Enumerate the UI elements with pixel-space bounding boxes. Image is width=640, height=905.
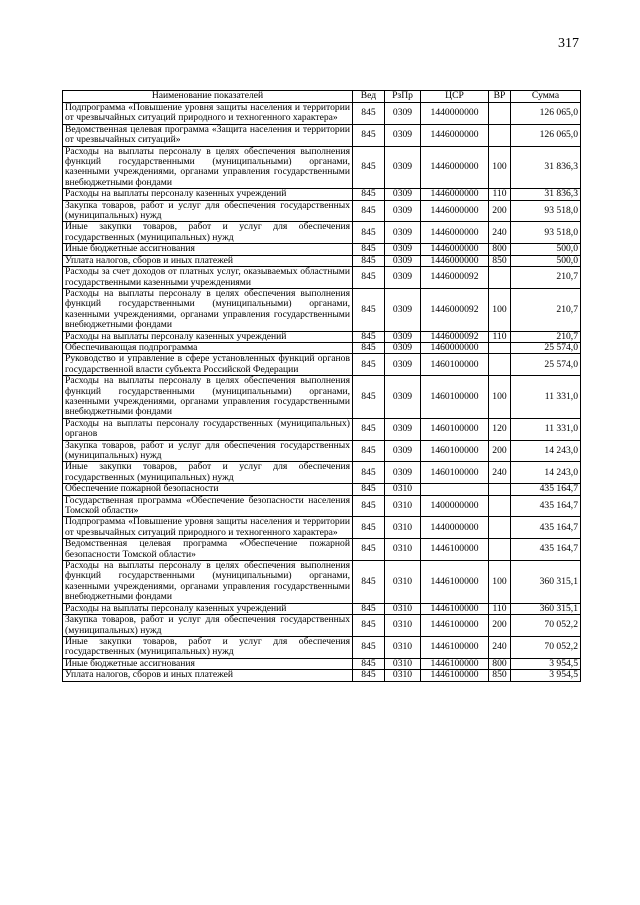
cell-sum: 70 052,2 — [511, 636, 581, 658]
cell-rzpr: 0310 — [385, 670, 421, 681]
cell-csr: 1446000000 — [421, 146, 489, 189]
cell-csr: 1446000000 — [421, 222, 489, 244]
cell-csr: 1446000000 — [421, 200, 489, 222]
cell-rzpr: 0310 — [385, 484, 421, 495]
cell-name: Иные бюджетные ассигнования — [63, 658, 353, 669]
cell-csr: 1446100000 — [421, 658, 489, 669]
cell-ved: 845 — [353, 603, 385, 614]
table-row — [63, 615, 581, 637]
table-row — [63, 670, 581, 681]
cell-csr: 1446000092 — [421, 267, 489, 289]
table-row — [63, 189, 581, 200]
cell-csr: 1446100000 — [421, 603, 489, 614]
table-row — [63, 200, 581, 222]
cell-vr: 240 — [489, 636, 511, 658]
cell-ved: 845 — [353, 200, 385, 222]
table-row — [63, 354, 581, 376]
cell-sum: 25 574,0 — [511, 354, 581, 376]
cell-sum: 435 164,7 — [511, 495, 581, 517]
cell-sum: 435 164,7 — [511, 517, 581, 539]
cell-csr: 1446000000 — [421, 124, 489, 146]
page-number: 317 — [558, 36, 579, 51]
cell-name: Иные закупки товаров, работ и услуг для обеспечения государственных (муниципальных) нужд — [63, 222, 353, 244]
cell-name: Руководство и управление в сфере установленных функций органов государственной власти субъекта Российской Федерации — [63, 354, 353, 376]
table-row — [63, 658, 581, 669]
column-header-sum: Сумма — [511, 91, 581, 103]
table-body — [63, 103, 581, 682]
table-row — [63, 342, 581, 353]
cell-rzpr: 0310 — [385, 561, 421, 604]
cell-rzpr: 0309 — [385, 462, 421, 484]
cell-vr: 200 — [489, 200, 511, 222]
cell-name: Расходы на выплаты персоналу казенных учреждений — [63, 189, 353, 200]
cell-vr: 110 — [489, 189, 511, 200]
cell-csr: 1440000000 — [421, 103, 489, 125]
table-row — [63, 331, 581, 342]
cell-vr: 240 — [489, 222, 511, 244]
cell-rzpr: 0309 — [385, 376, 421, 419]
cell-csr: 1446100000 — [421, 615, 489, 637]
cell-csr: 1446100000 — [421, 539, 489, 561]
cell-name: Расходы на выплаты персоналу в целях обеспечения выполнения функций государственными (муниципальными) органами, казенными учреждениями, органами управления государственными внебюджетными фондами — [63, 146, 353, 189]
cell-rzpr: 0310 — [385, 495, 421, 517]
cell-vr: 100 — [489, 561, 511, 604]
cell-csr: 1446000000 — [421, 189, 489, 200]
cell-csr: 1460100000 — [421, 376, 489, 419]
cell-rzpr: 0309 — [385, 103, 421, 125]
cell-rzpr: 0309 — [385, 124, 421, 146]
cell-rzpr: 0309 — [385, 440, 421, 462]
cell-sum: 435 164,7 — [511, 484, 581, 495]
cell-csr: 1446100000 — [421, 670, 489, 681]
cell-rzpr: 0309 — [385, 189, 421, 200]
cell-rzpr: 0310 — [385, 615, 421, 637]
cell-sum: 11 331,0 — [511, 376, 581, 419]
cell-sum: 14 243,0 — [511, 462, 581, 484]
cell-csr: 1440000000 — [421, 517, 489, 539]
cell-name: Обеспечение пожарной безопасности — [63, 484, 353, 495]
cell-csr: 1446000092 — [421, 288, 489, 331]
cell-vr: 200 — [489, 615, 511, 637]
cell-name: Уплата налогов, сборов и иных платежей — [63, 255, 353, 266]
table-row — [63, 103, 581, 125]
cell-ved: 845 — [353, 255, 385, 266]
cell-name: Закупка товаров, работ и услуг для обеспечения государственных (муниципальных) нужд — [63, 615, 353, 637]
cell-name: Закупка товаров, работ и услуг для обеспечения государственных (муниципальных) нужд — [63, 200, 353, 222]
cell-ved: 845 — [353, 146, 385, 189]
cell-ved: 845 — [353, 418, 385, 440]
cell-vr: 850 — [489, 670, 511, 681]
cell-name: Расходы на выплаты персоналу государственных (муниципальных) органов — [63, 418, 353, 440]
cell-vr: 850 — [489, 255, 511, 266]
cell-vr — [489, 517, 511, 539]
cell-rzpr: 0309 — [385, 354, 421, 376]
cell-ved: 845 — [353, 561, 385, 604]
cell-name: Уплата налогов, сборов и иных платежей — [63, 670, 353, 681]
cell-ved: 845 — [353, 342, 385, 353]
cell-sum: 210,7 — [511, 267, 581, 289]
cell-ved: 845 — [353, 103, 385, 125]
cell-vr — [489, 354, 511, 376]
cell-ved: 845 — [353, 517, 385, 539]
cell-sum: 435 164,7 — [511, 539, 581, 561]
cell-rzpr: 0310 — [385, 603, 421, 614]
cell-rzpr: 0309 — [385, 222, 421, 244]
cell-vr: 110 — [489, 603, 511, 614]
cell-ved: 845 — [353, 376, 385, 419]
cell-name: Закупка товаров, работ и услуг для обеспечения государственных (муниципальных) нужд — [63, 440, 353, 462]
cell-vr: 800 — [489, 658, 511, 669]
cell-ved: 845 — [353, 636, 385, 658]
cell-csr — [421, 484, 489, 495]
table-row — [63, 255, 581, 266]
table-row — [63, 636, 581, 658]
cell-ved: 845 — [353, 615, 385, 637]
cell-rzpr: 0309 — [385, 146, 421, 189]
table-row — [63, 561, 581, 604]
cell-vr — [489, 124, 511, 146]
cell-sum: 93 518,0 — [511, 222, 581, 244]
column-header-csr: ЦСР — [421, 91, 489, 103]
cell-sum: 3 954,5 — [511, 658, 581, 669]
cell-ved: 845 — [353, 267, 385, 289]
cell-rzpr: 0310 — [385, 517, 421, 539]
column-header-vr: ВР — [489, 91, 511, 103]
cell-vr: 100 — [489, 146, 511, 189]
cell-sum: 31 836,3 — [511, 146, 581, 189]
table-row — [63, 462, 581, 484]
cell-ved: 845 — [353, 670, 385, 681]
cell-vr: 240 — [489, 462, 511, 484]
table-row — [63, 495, 581, 517]
cell-ved: 845 — [353, 440, 385, 462]
cell-name: Ведомственная целевая программа «Обеспечение пожарной безопасности Томской области» — [63, 539, 353, 561]
cell-name: Расходы на выплаты персоналу в целях обеспечения выполнения функций государственными (муниципальными) органами, казенными учреждениями, органами управления государственными внебюджетными фондами — [63, 376, 353, 419]
cell-vr — [489, 495, 511, 517]
cell-ved: 845 — [353, 244, 385, 255]
cell-name: Ведомственная целевая программа «Защита населения и территории от чрезвычайных ситуаций» — [63, 124, 353, 146]
cell-ved: 845 — [353, 331, 385, 342]
table-row — [63, 603, 581, 614]
cell-vr: 110 — [489, 331, 511, 342]
cell-name: Иные закупки товаров, работ и услуг для обеспечения государственных (муниципальных) нужд — [63, 462, 353, 484]
cell-vr: 800 — [489, 244, 511, 255]
cell-sum: 93 518,0 — [511, 200, 581, 222]
cell-csr: 1400000000 — [421, 495, 489, 517]
cell-vr — [489, 267, 511, 289]
cell-sum: 360 315,1 — [511, 603, 581, 614]
cell-name: Иные бюджетные ассигнования — [63, 244, 353, 255]
cell-ved: 845 — [353, 484, 385, 495]
table-row — [63, 222, 581, 244]
cell-sum: 25 574,0 — [511, 342, 581, 353]
cell-vr — [489, 342, 511, 353]
cell-sum: 70 052,2 — [511, 615, 581, 637]
table-row — [63, 539, 581, 561]
cell-vr: 200 — [489, 440, 511, 462]
cell-sum: 126 065,0 — [511, 124, 581, 146]
cell-vr — [489, 484, 511, 495]
cell-vr: 120 — [489, 418, 511, 440]
cell-sum: 14 243,0 — [511, 440, 581, 462]
cell-name: Расходы на выплаты персоналу в целях обеспечения выполнения функций государственными (муниципальными) органами, казенными учреждениями, органами управления государственными внебюджетными фондами — [63, 288, 353, 331]
cell-name: Расходы на выплаты персоналу казенных учреждений — [63, 331, 353, 342]
cell-name: Обеспечивающая подпрограмма — [63, 342, 353, 353]
cell-rzpr: 0309 — [385, 288, 421, 331]
cell-name: Расходы на выплаты персоналу в целях обеспечения выполнения функций государственными (муниципальными) органами, казенными учреждениями, органами управления государственными внебюджетными фондами — [63, 561, 353, 604]
cell-sum: 210,7 — [511, 331, 581, 342]
cell-rzpr: 0309 — [385, 342, 421, 353]
column-header-rzpr: РзПр — [385, 91, 421, 103]
table-row — [63, 124, 581, 146]
cell-rzpr: 0309 — [385, 255, 421, 266]
cell-name: Расходы за счет доходов от платных услуг, оказываемых областными государственными казенными учреждениями — [63, 267, 353, 289]
table-row — [63, 146, 581, 189]
table-row — [63, 418, 581, 440]
cell-vr — [489, 103, 511, 125]
cell-csr: 1446000092 — [421, 331, 489, 342]
cell-sum: 31 836,3 — [511, 189, 581, 200]
cell-csr: 1460000000 — [421, 342, 489, 353]
cell-ved: 845 — [353, 495, 385, 517]
cell-rzpr: 0310 — [385, 636, 421, 658]
cell-sum: 500,0 — [511, 244, 581, 255]
cell-vr: 100 — [489, 376, 511, 419]
cell-csr: 1460100000 — [421, 462, 489, 484]
cell-rzpr: 0309 — [385, 244, 421, 255]
cell-name: Расходы на выплаты персоналу казенных учреждений — [63, 603, 353, 614]
table-row — [63, 484, 581, 495]
table-header-row — [63, 91, 581, 103]
cell-sum: 126 065,0 — [511, 103, 581, 125]
table-row — [63, 267, 581, 289]
column-header-ved: Вед — [353, 91, 385, 103]
cell-ved: 845 — [353, 462, 385, 484]
cell-ved: 845 — [353, 124, 385, 146]
table-row — [63, 288, 581, 331]
cell-sum: 500,0 — [511, 255, 581, 266]
cell-ved: 845 — [353, 658, 385, 669]
cell-ved: 845 — [353, 288, 385, 331]
cell-csr: 1460100000 — [421, 418, 489, 440]
cell-sum: 360 315,1 — [511, 561, 581, 604]
cell-name: Государственная программа «Обеспечение безопасности населения Томской области» — [63, 495, 353, 517]
cell-rzpr: 0309 — [385, 267, 421, 289]
cell-csr: 1446100000 — [421, 636, 489, 658]
cell-vr: 100 — [489, 288, 511, 331]
cell-name: Подпрограмма «Повышение уровня защиты населения и территории от чрезвычайных ситуаций природного и техногенного характера» — [63, 517, 353, 539]
table-row — [63, 517, 581, 539]
cell-ved: 845 — [353, 222, 385, 244]
table-row — [63, 440, 581, 462]
column-header-name: Наименование показателей — [63, 91, 353, 103]
cell-rzpr: 0309 — [385, 200, 421, 222]
cell-csr: 1446100000 — [421, 561, 489, 604]
cell-csr: 1446000000 — [421, 255, 489, 266]
cell-rzpr: 0309 — [385, 331, 421, 342]
cell-csr: 1460100000 — [421, 440, 489, 462]
cell-name: Иные закупки товаров, работ и услуг для обеспечения государственных (муниципальных) нужд — [63, 636, 353, 658]
cell-rzpr: 0309 — [385, 418, 421, 440]
cell-sum: 3 954,5 — [511, 670, 581, 681]
cell-csr: 1460100000 — [421, 354, 489, 376]
cell-csr: 1446000000 — [421, 244, 489, 255]
cell-sum: 210,7 — [511, 288, 581, 331]
cell-rzpr: 0310 — [385, 658, 421, 669]
cell-rzpr: 0310 — [385, 539, 421, 561]
cell-vr — [489, 539, 511, 561]
table-row — [63, 376, 581, 419]
cell-name: Подпрограмма «Повышение уровня защиты населения и территории от чрезвычайных ситуаций природного и техногенного характера» — [63, 103, 353, 125]
cell-ved: 845 — [353, 539, 385, 561]
cell-ved: 845 — [353, 189, 385, 200]
cell-ved: 845 — [353, 354, 385, 376]
table-row — [63, 244, 581, 255]
budget-table — [62, 90, 581, 682]
cell-sum: 11 331,0 — [511, 418, 581, 440]
